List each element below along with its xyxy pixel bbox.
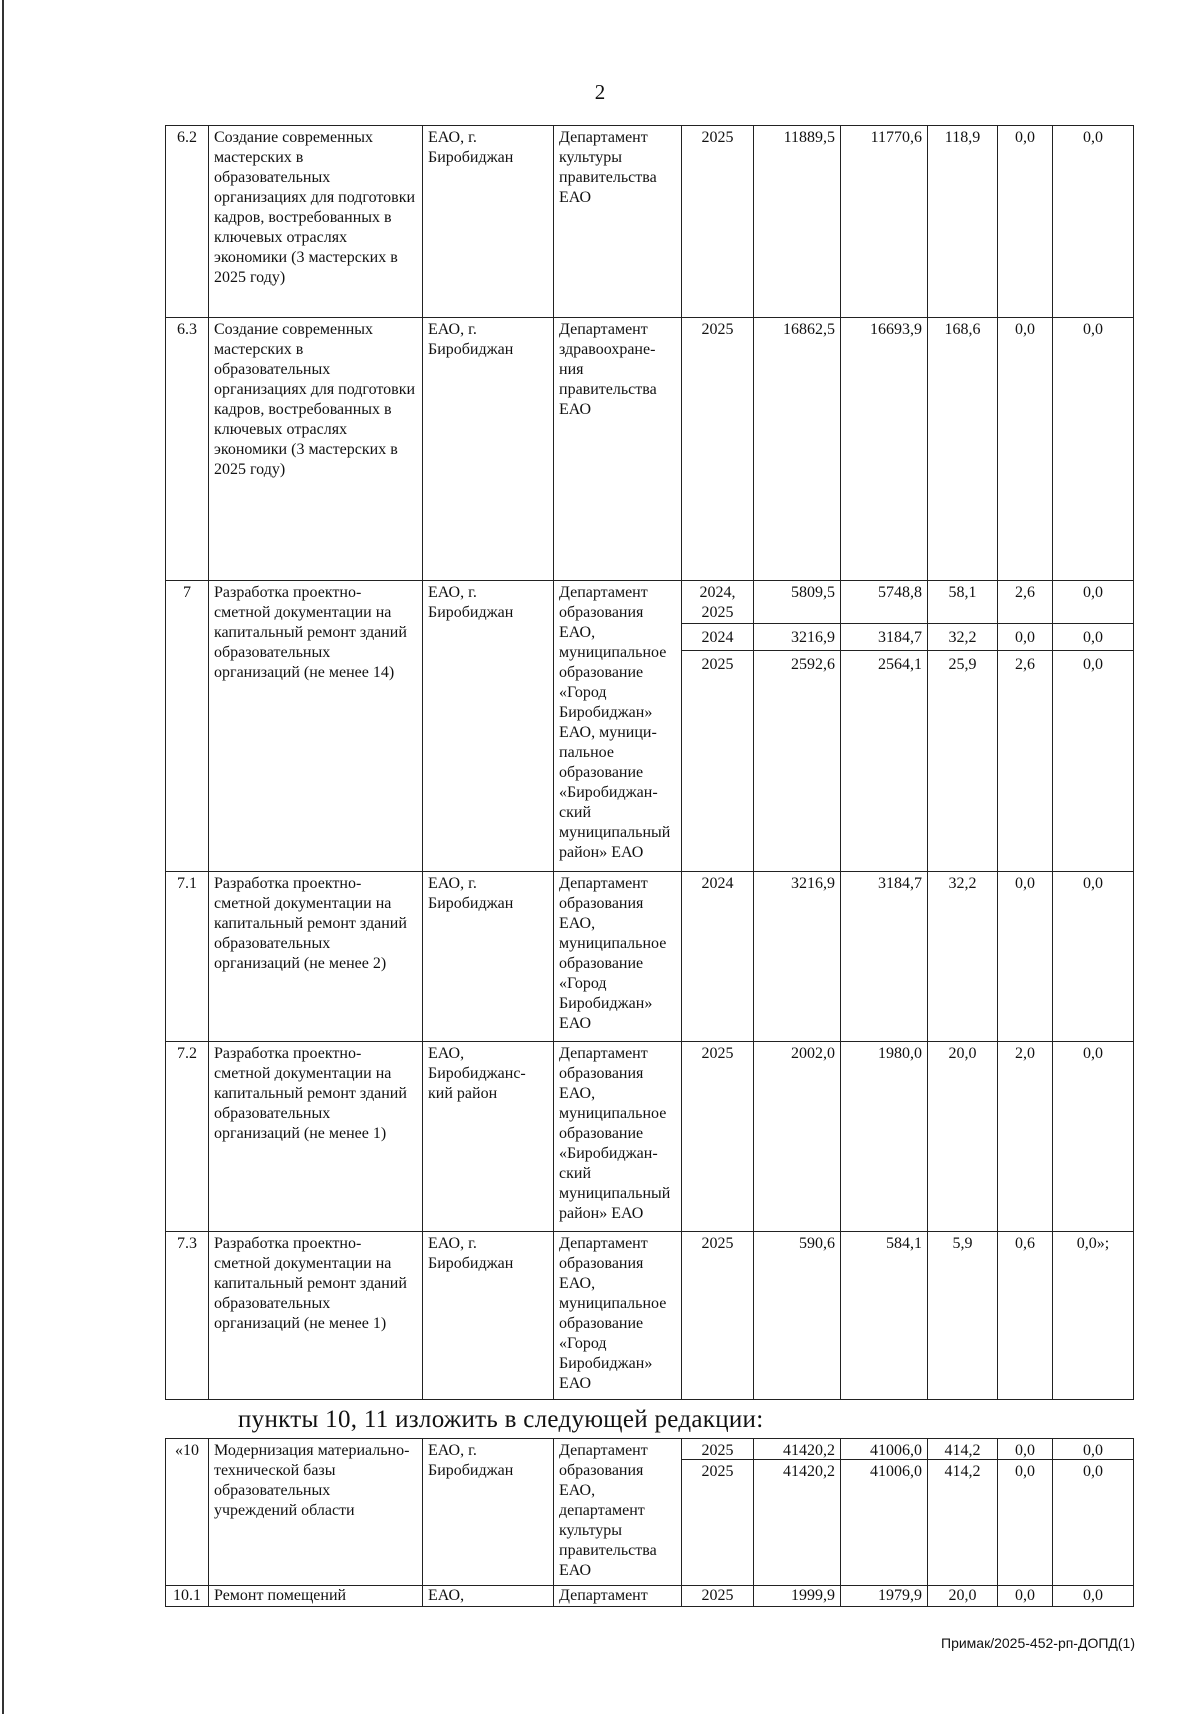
other-subrow: 0,0 — [1083, 656, 1103, 673]
total-subrow: 41420,2 — [754, 1441, 840, 1460]
location: ЕАО, г. Биробиджан — [423, 1232, 554, 1400]
executor: Департамент — [554, 1586, 682, 1607]
other-amount: 0,0 — [1053, 126, 1134, 318]
municipal-subrow: 2,6 — [1015, 656, 1035, 673]
regional-subrow: 414,2 — [944, 1463, 981, 1480]
regional-amount: 20,0 — [928, 1042, 998, 1232]
total-subrow: 2592,6 — [791, 656, 835, 673]
total-cell — [754, 581, 841, 872]
regional-amount: 168,6 — [928, 318, 998, 581]
municipal-subrow: 0,0 — [998, 626, 1052, 651]
total-cell — [754, 1439, 841, 1586]
other-amount: 0,0 — [1053, 318, 1134, 581]
total-subrow: 3216,9 — [754, 626, 840, 651]
year: 2025 — [682, 1042, 754, 1232]
municipal-amount: 0,0 — [998, 126, 1053, 318]
federal-cell — [841, 581, 928, 872]
location: ЕАО, г. Биробиджан — [423, 1439, 554, 1586]
regional-amount: 118,9 — [928, 126, 998, 318]
row-number: 7.2 — [166, 1042, 209, 1232]
document-footer-code: Примак/2025-452-рп-ДОПД(1) — [941, 1635, 1135, 1651]
year-cell — [682, 1439, 754, 1586]
row-number: 7.3 — [166, 1232, 209, 1400]
year: 2025 — [682, 1232, 754, 1400]
measure-name: Разработка проектно-сметной документации на капитальный ремонт зданий образовательных организаций (не менее 14) — [209, 581, 423, 872]
executor: Департамент образования ЕАО, муниципальное образование «Город Биробиджан» ЕАО — [554, 872, 682, 1042]
year-subrow: 2025 — [701, 656, 734, 673]
year: 2024 — [682, 872, 754, 1042]
measure-name: Модернизация материально-технической базы образовательных учреждений области — [209, 1439, 423, 1586]
page-left-border — [2, 0, 4, 1714]
other-amount: 0,0 — [1053, 1042, 1134, 1232]
location: ЕАО, г. Биробиджан — [423, 581, 554, 872]
table-row — [166, 126, 1134, 318]
location: ЕАО, г. Биробиджан — [423, 126, 554, 318]
federal-subrow: 41006,0 — [870, 1463, 922, 1480]
year-subrow: 2024, 2025 — [682, 583, 754, 624]
executor: Департамент культуры правительства ЕАО — [554, 126, 682, 318]
year: 2025 — [682, 126, 754, 318]
executor: Департамент образования ЕАО, муниципальное образование «Биробиджан-ский муниципальный район» ЕАО — [554, 1042, 682, 1232]
federal-amount: 3184,7 — [841, 872, 928, 1042]
measure-name: Разработка проектно-сметной документации на капитальный ремонт зданий образовательных организаций (не менее 1) — [209, 1042, 423, 1232]
executor: Департамент здравоохране-ния правительства ЕАО — [554, 318, 682, 581]
municipal-cell — [998, 581, 1053, 872]
total-amount: 3216,9 — [754, 872, 841, 1042]
measure-name: Разработка проектно-сметной документации на капитальный ремонт зданий образовательных организаций (не менее 1) — [209, 1232, 423, 1400]
other-amount: 0,0 — [1053, 872, 1134, 1042]
federal-amount: 16693,9 — [841, 318, 928, 581]
row-number: 7.1 — [166, 872, 209, 1042]
federal-amount: 1979,9 — [841, 1586, 928, 1607]
table-row — [166, 1439, 1134, 1586]
regional-amount: 32,2 — [928, 872, 998, 1042]
table-row — [166, 1042, 1134, 1232]
municipal-amount: 0,0 — [998, 318, 1053, 581]
regional-amount: 20,0 — [928, 1586, 998, 1607]
table-row — [166, 1586, 1134, 1607]
total-amount: 590,6 — [754, 1232, 841, 1400]
location: ЕАО, Биробиджанс-кий район — [423, 1042, 554, 1232]
year-subrow: 2025 — [682, 1441, 753, 1460]
other-subrow: 0,0 — [1053, 1441, 1133, 1460]
measure-name: Ремонт помещений — [209, 1586, 423, 1607]
total-amount: 11889,5 — [754, 126, 841, 318]
measure-name: Разработка проектно-сметной документации на капитальный ремонт зданий образовательных организаций (не менее 2) — [209, 872, 423, 1042]
municipal-subrow: 0,0 — [998, 1441, 1052, 1460]
federal-amount: 1980,0 — [841, 1042, 928, 1232]
measure-name: Создание современных мастерских в образовательных организациях для подготовки кадров, востребованных в ключевых отраслях экономики (3 мастерских в 2025 году) — [209, 126, 423, 318]
regional-subrow: 414,2 — [928, 1441, 997, 1460]
year: 2025 — [682, 318, 754, 581]
executor: Департамент образования ЕАО, муниципальное образование «Город Биробиджан» ЕАО — [554, 1232, 682, 1400]
municipal-subrow: 0,0 — [1015, 1463, 1035, 1480]
year-cell — [682, 581, 754, 872]
total-amount: 2002,0 — [754, 1042, 841, 1232]
total-amount: 16862,5 — [754, 318, 841, 581]
other-cell — [1053, 581, 1134, 872]
year: 2025 — [682, 1586, 754, 1607]
main-table — [165, 125, 1134, 1400]
executor: Департамент образования ЕАО, муниципальное образование «Город Биробиджан» ЕАО, муници-пальное образование «Биробиджан-ский муниципальный район» ЕАО — [554, 581, 682, 872]
amendment-heading: пункты 10, 11 изложить в следующей редакции: — [238, 1406, 764, 1433]
table-row — [166, 872, 1134, 1042]
municipal-amount: 0,0 — [998, 872, 1053, 1042]
table-row — [166, 318, 1134, 581]
federal-cell — [841, 1439, 928, 1586]
row-number: 6.2 — [166, 126, 209, 318]
federal-amount: 584,1 — [841, 1232, 928, 1400]
year-subrow: 2024 — [682, 626, 754, 651]
measure-name: Создание современных мастерских в образовательных организациях для подготовки кадров, востребованных в ключевых отраслях экономики (3 мастерских в 2025 году) — [209, 318, 423, 581]
federal-subrow: 41006,0 — [841, 1441, 927, 1460]
location: ЕАО, г. Биробиджан — [423, 872, 554, 1042]
total-subrow: 5809,5 — [754, 583, 840, 624]
regional-cell — [928, 581, 998, 872]
federal-subrow: 3184,7 — [841, 626, 927, 651]
row-number: «10 — [166, 1439, 209, 1586]
federal-subrow: 2564,1 — [878, 656, 922, 673]
total-subrow: 41420,2 — [783, 1463, 835, 1480]
other-subrow: 0,0 — [1083, 1463, 1103, 1480]
page-number: 2 — [594, 80, 606, 104]
table-row — [166, 581, 1134, 872]
table-row — [166, 1232, 1134, 1400]
location: ЕАО, г. Биробиджан — [423, 318, 554, 581]
executor: Департамент образования ЕАО, департамент культуры правительства ЕАО — [554, 1439, 682, 1586]
row-number: 6.3 — [166, 318, 209, 581]
regional-cell — [928, 1439, 998, 1586]
row-number: 10.1 — [166, 1586, 209, 1607]
municipal-amount: 0,0 — [998, 1586, 1053, 1607]
municipal-amount: 0,6 — [998, 1232, 1053, 1400]
row-number: 7 — [166, 581, 209, 872]
second-table — [165, 1438, 1134, 1607]
regional-subrow: 58,1 — [928, 583, 997, 624]
location: ЕАО, — [423, 1586, 554, 1607]
other-cell — [1053, 1439, 1134, 1586]
municipal-subrow: 2,6 — [998, 583, 1052, 624]
municipal-cell — [998, 1439, 1053, 1586]
regional-subrow: 25,9 — [948, 656, 977, 673]
regional-subrow: 32,2 — [928, 626, 997, 651]
other-subrow: 0,0 — [1053, 583, 1133, 624]
total-amount: 1999,9 — [754, 1586, 841, 1607]
federal-amount: 11770,6 — [841, 126, 928, 318]
other-amount: 0,0 — [1053, 1586, 1134, 1607]
year-subrow: 2025 — [701, 1463, 734, 1480]
municipal-amount: 2,0 — [998, 1042, 1053, 1232]
federal-subrow: 5748,8 — [841, 583, 927, 624]
other-subrow: 0,0 — [1053, 626, 1133, 651]
regional-amount: 5,9 — [928, 1232, 998, 1400]
other-amount: 0,0»; — [1053, 1232, 1134, 1400]
